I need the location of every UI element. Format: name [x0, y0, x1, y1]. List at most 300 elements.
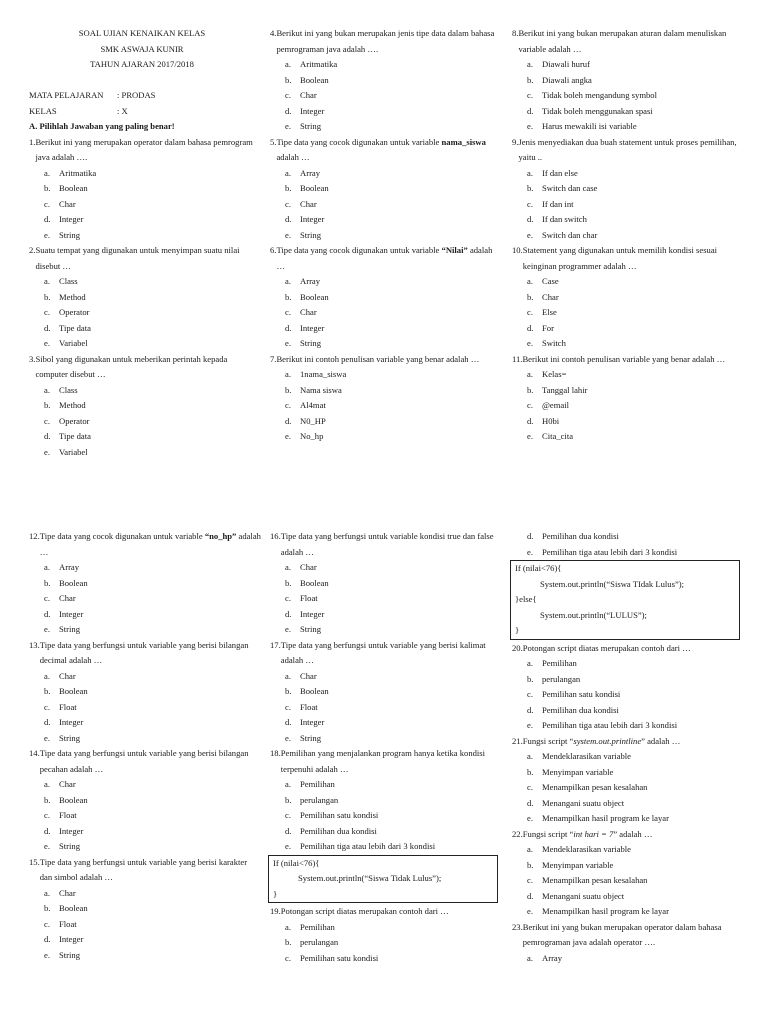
- option-text: 1nama_siswa: [300, 369, 347, 379]
- question-text-part: adalah …: [39, 531, 261, 557]
- subject-value: : PRODAS: [117, 90, 156, 100]
- answer-option: [270, 104, 502, 120]
- question-text: Berikut ini yang bukan merupakan operator dalam bahasa pemrograman java adalah operator ….: [522, 921, 722, 947]
- option-letter: d.: [44, 934, 51, 944]
- option-letter: b.: [44, 183, 51, 193]
- option-letter: c.: [527, 782, 533, 792]
- option-text: Boolean: [300, 74, 329, 85]
- option-letter: a.: [285, 276, 291, 286]
- column-1-top: [29, 26, 261, 460]
- option-letter: b.: [285, 291, 292, 302]
- question-text: Potongan script diatas merupakan contoh dari …: [522, 642, 691, 653]
- question-text: Berikut ini contoh penulisan variable yang benar adalah …: [276, 353, 480, 364]
- question-2: [29, 243, 261, 352]
- answer-option: [29, 321, 261, 337]
- question-text-part: ” adalah …: [613, 828, 653, 839]
- option-text: Diawali huruf: [542, 59, 590, 69]
- option-text: Integer: [59, 825, 84, 836]
- option-text: Harus mewakili isi variable: [542, 121, 637, 131]
- option-text: Diawali angka: [542, 74, 592, 85]
- option-text: Boolean: [59, 794, 88, 805]
- answer-option: [270, 212, 502, 228]
- option-letter: e.: [44, 338, 50, 348]
- answer-option: [29, 700, 261, 716]
- question-text: Tipe data yang berfungsi untuk variable yang berisi bilangan decimal adalah …: [39, 639, 249, 665]
- question-number: 16.: [270, 531, 281, 541]
- question-text: [523, 827, 744, 843]
- option-letter: c.: [44, 307, 50, 317]
- option-letter: d.: [527, 415, 534, 426]
- option-text: String: [59, 732, 81, 743]
- question-4: [270, 26, 502, 135]
- answer-option: [29, 917, 261, 933]
- answer-option: [270, 715, 502, 731]
- answer-option: [270, 622, 502, 638]
- option-letter: b.: [285, 794, 292, 805]
- answer-option: [29, 305, 261, 321]
- answer-option: [512, 73, 744, 89]
- option-text: Menampilkan hasil program ke layar: [542, 813, 669, 823]
- option-letter: a.: [44, 276, 50, 286]
- option-text: Menyimpan variable: [542, 859, 614, 870]
- option-letter: a.: [285, 369, 291, 379]
- option-letter: c.: [527, 307, 533, 317]
- meta-class: [29, 104, 261, 120]
- answer-option: [270, 607, 502, 623]
- question-stem: [512, 827, 744, 843]
- option-text: Integer: [59, 717, 84, 727]
- question-16: [270, 529, 502, 638]
- question-text: Sibol yang digunakan untuk meberikan perintah kepada computer disebut …: [35, 353, 228, 379]
- option-letter: c.: [285, 90, 291, 100]
- option-text: Pemilihan satu kondisi: [542, 689, 621, 699]
- question-15: [29, 855, 261, 964]
- option-letter: c.: [44, 593, 50, 603]
- option-letter: b.: [527, 74, 534, 85]
- option-text: Tidak boleh mengandung symbol: [542, 90, 657, 100]
- option-text: Boolean: [59, 183, 88, 193]
- answer-option: [29, 824, 261, 840]
- option-text: Char: [59, 670, 76, 681]
- question-number: 14.: [29, 748, 40, 758]
- option-letter: a.: [285, 921, 291, 932]
- option-letter: e.: [44, 841, 50, 851]
- question-stem: [270, 243, 502, 274]
- option-text: Pemilihan: [542, 658, 577, 668]
- answer-option: [512, 672, 744, 688]
- option-text: Method: [59, 291, 86, 302]
- answer-option: [512, 88, 744, 104]
- question-stem: [29, 135, 261, 166]
- option-text: Switch dan case: [542, 183, 598, 193]
- answer-option: [29, 808, 261, 824]
- option-letter: a.: [527, 658, 533, 668]
- header-year: TAHUN AJARAN 2017/2018: [90, 59, 194, 69]
- answer-option: [29, 166, 261, 182]
- option-text: Float: [59, 810, 77, 820]
- answer-option: [512, 703, 744, 719]
- option-letter: c.: [527, 689, 533, 699]
- answer-option: [512, 858, 744, 874]
- option-letter: e.: [44, 229, 50, 240]
- option-letter: b.: [44, 291, 51, 302]
- answer-option: [512, 274, 744, 290]
- answer-option: [270, 88, 502, 104]
- question-5: [270, 135, 502, 244]
- question-8: [512, 26, 744, 135]
- question-21: [512, 734, 744, 827]
- option-text: Boolean: [300, 577, 329, 588]
- code-line: System.out.println(“Siswa Tidak Lulus”);: [298, 873, 442, 883]
- option-letter: c.: [527, 198, 533, 209]
- question-text: Berikut ini yang merupakan operator dalam bahasa pemrogram java adalah ….: [35, 136, 253, 162]
- option-letter: d.: [285, 415, 292, 426]
- question-number: 9.: [512, 136, 519, 147]
- option-letter: a.: [44, 384, 50, 395]
- option-letter: e.: [44, 732, 50, 743]
- answer-option: [270, 731, 502, 747]
- question-text: [276, 243, 502, 274]
- option-text: For: [542, 322, 554, 333]
- option-letter: b.: [527, 183, 534, 193]
- question-stem: [270, 26, 502, 57]
- option-letter: d.: [527, 797, 534, 808]
- question-text: [276, 135, 502, 166]
- option-letter: d.: [527, 214, 534, 224]
- question-text-bold: “Nilai”: [441, 245, 468, 255]
- option-text: Boolean: [59, 903, 88, 913]
- option-text: Switch: [542, 338, 566, 348]
- option-text: N0_HP: [300, 415, 326, 426]
- answer-option: [29, 901, 261, 917]
- answer-option: [270, 824, 502, 840]
- code-snippet-2: [510, 560, 740, 640]
- column-2-bottom: [270, 529, 502, 966]
- answer-option: [270, 591, 502, 607]
- question-number: 8.: [512, 28, 519, 38]
- answer-option: [512, 765, 744, 781]
- question-18: [270, 746, 502, 855]
- answer-option: [270, 166, 502, 182]
- question-20: [512, 641, 744, 734]
- option-letter: c.: [44, 810, 50, 820]
- option-text: Integer: [300, 105, 325, 116]
- option-letter: d.: [285, 717, 292, 727]
- answer-option: [270, 920, 502, 936]
- option-text: Operator: [59, 415, 90, 426]
- answer-option: [512, 197, 744, 213]
- code-line: System.out.println(“LULUS”);: [540, 609, 647, 620]
- option-text: Boolean: [300, 686, 329, 696]
- option-text: Char: [300, 90, 317, 100]
- option-letter: d.: [527, 890, 534, 901]
- answer-option: [512, 656, 744, 672]
- question-stem: [29, 638, 261, 669]
- question-7: [270, 352, 502, 445]
- option-letter: d.: [44, 825, 51, 836]
- answer-option: [270, 576, 502, 592]
- option-letter: a.: [285, 779, 291, 789]
- option-text: Tipe data: [59, 322, 91, 333]
- subject-label: MATA PELAJARAN: [29, 90, 104, 100]
- answer-option: [29, 607, 261, 623]
- answer-option: [512, 873, 744, 889]
- option-text: Pemilihan dua kondisi: [300, 825, 377, 836]
- answer-option: [512, 687, 744, 703]
- option-text: Float: [300, 701, 318, 712]
- answer-option: [512, 429, 744, 445]
- answer-option: [270, 305, 502, 321]
- question-19: [270, 904, 502, 966]
- answer-option: [270, 181, 502, 197]
- option-text: Menyimpan variable: [542, 766, 614, 777]
- question-text: Tipe data yang berfungsi untuk variable yang berisi kalimat adalah …: [280, 639, 486, 665]
- question-6: [270, 243, 502, 352]
- column-3-top: [512, 26, 744, 445]
- option-text: String: [59, 624, 81, 634]
- question-stem: [512, 641, 744, 657]
- question-stem: [270, 904, 502, 920]
- option-text: String: [300, 624, 322, 634]
- option-text: String: [300, 732, 322, 743]
- question-text-part: adalah …: [276, 245, 493, 271]
- answer-option: [270, 414, 502, 430]
- answer-option: [512, 305, 744, 321]
- option-letter: d.: [285, 214, 292, 224]
- option-letter: c.: [527, 875, 533, 885]
- answer-option: [29, 414, 261, 430]
- question-text-part: Tipe data yang cocok digunakan untuk variable: [276, 136, 442, 147]
- answer-option: [29, 290, 261, 306]
- answer-option: [270, 73, 502, 89]
- question-stem: [270, 135, 502, 166]
- question-22: [512, 827, 744, 920]
- option-text: Tidak boleh menggunakan spasi: [542, 105, 653, 116]
- option-letter: a.: [285, 59, 291, 69]
- option-letter: a.: [527, 952, 533, 963]
- option-text: Mendeklarasikan variable: [542, 844, 632, 854]
- column-1-bottom: [29, 529, 261, 963]
- answer-option: [512, 336, 744, 352]
- answer-option: [512, 842, 744, 858]
- question-text: Tipe data yang berfungsi untuk variable kondisi true dan false adalah …: [280, 531, 494, 557]
- option-text: Char: [300, 670, 317, 681]
- option-letter: c.: [285, 307, 291, 317]
- option-letter: d.: [44, 322, 51, 333]
- answer-option: [29, 731, 261, 747]
- option-text: Pemilihan satu kondisi: [300, 952, 379, 963]
- option-text: Integer: [59, 608, 84, 619]
- option-text: Variabel: [59, 446, 88, 457]
- option-text: Integer: [300, 214, 325, 224]
- option-letter: e.: [527, 121, 533, 131]
- answer-option: [270, 336, 502, 352]
- question-text-part: Fungsi script “: [522, 735, 574, 746]
- question-number: 13.: [29, 639, 40, 650]
- option-letter: c.: [44, 701, 50, 712]
- option-letter: d.: [285, 608, 292, 619]
- option-letter: c.: [44, 415, 50, 426]
- option-text: Integer: [59, 934, 84, 944]
- option-letter: d.: [285, 105, 292, 116]
- answer-option: [512, 290, 744, 306]
- option-text: Operator: [59, 307, 90, 317]
- option-letter: b.: [285, 183, 292, 193]
- answer-option: [512, 383, 744, 399]
- answer-option: [512, 119, 744, 135]
- option-text: Array: [542, 952, 563, 963]
- question-text: [523, 734, 744, 750]
- question-text: Pemilihan yang menjalankan program hanya ketika kondisi terpenuhi adalah …: [280, 748, 486, 774]
- question-number: 5.: [270, 136, 277, 147]
- option-text: Integer: [300, 717, 325, 727]
- option-text: Char: [59, 779, 76, 789]
- option-text: Array: [300, 276, 321, 286]
- option-letter: e.: [527, 229, 533, 240]
- question-17: [270, 638, 502, 747]
- option-letter: a.: [285, 670, 291, 681]
- question-stem: [29, 529, 261, 560]
- question-stem: [512, 26, 744, 57]
- answer-option: [270, 700, 502, 716]
- answer-option: [29, 886, 261, 902]
- answer-option: [512, 529, 744, 545]
- answer-option: [270, 398, 502, 414]
- column-2-top: [270, 26, 502, 445]
- option-letter: e.: [527, 720, 533, 730]
- option-text: Integer: [300, 608, 325, 619]
- option-letter: a.: [44, 167, 50, 178]
- question-number: 18.: [270, 748, 281, 758]
- option-text: Menangani suatu object: [542, 797, 625, 808]
- option-text: String: [300, 229, 322, 240]
- option-letter: e.: [527, 546, 533, 557]
- answer-option: [29, 197, 261, 213]
- answer-option: [29, 715, 261, 731]
- option-text: Char: [59, 198, 76, 209]
- option-text: Tanggal lahir: [542, 384, 588, 395]
- question-number: 21.: [512, 735, 523, 746]
- option-text: Menampilkan hasil program ke layar: [542, 906, 669, 916]
- answer-option: [512, 904, 744, 920]
- option-letter: b.: [527, 291, 534, 302]
- code-line: If (nilai<76){: [273, 857, 320, 868]
- question-19-continued: [512, 529, 744, 560]
- question-stem: [29, 855, 261, 886]
- answer-option: [512, 321, 744, 337]
- question-text-part: adalah …: [276, 152, 310, 162]
- answer-option: [512, 228, 744, 244]
- answer-option: [512, 889, 744, 905]
- question-number: 17.: [270, 639, 281, 650]
- answer-option: [29, 445, 261, 461]
- question-9: [512, 135, 744, 244]
- answer-option: [29, 777, 261, 793]
- option-text: Boolean: [300, 183, 329, 193]
- answer-option: [512, 398, 744, 414]
- option-letter: c.: [285, 593, 291, 603]
- answer-option: [29, 336, 261, 352]
- option-letter: c.: [285, 400, 291, 410]
- option-text: Pemilihan dua kondisi: [542, 704, 619, 715]
- option-letter: e.: [527, 338, 533, 348]
- question-stem: [29, 746, 261, 777]
- answer-option: [29, 560, 261, 576]
- option-letter: a.: [527, 844, 533, 854]
- option-text: Char: [542, 291, 559, 302]
- question-stem: [512, 734, 744, 750]
- option-text: Aritmatika: [59, 167, 97, 178]
- option-letter: a.: [44, 562, 50, 572]
- option-text: Menampilkan pesan kesalahan: [542, 875, 648, 885]
- option-text: Pemilihan satu kondisi: [300, 810, 379, 820]
- option-letter: e.: [44, 446, 50, 457]
- question-text-part: Tipe data yang cocok digunakan untuk variable: [39, 531, 205, 541]
- option-text: Cita_cita: [542, 431, 574, 441]
- option-letter: e.: [44, 949, 50, 960]
- answer-option: [29, 429, 261, 445]
- question-text-italic: system.out.printline: [573, 735, 642, 746]
- option-text: Float: [300, 593, 318, 603]
- question-text-part: Tipe data yang cocok digunakan untuk variable: [276, 245, 442, 255]
- question-text-bold: “no_hp”: [204, 531, 237, 541]
- answer-option: [270, 57, 502, 73]
- option-letter: e.: [285, 841, 291, 851]
- question-text: Tipe data yang berfungsi untuk variable yang berisi karakter dan simbol adalah …: [39, 856, 248, 882]
- code-snippet-1: [268, 855, 498, 904]
- code-line: }else{: [515, 594, 537, 604]
- question-stem: [512, 135, 744, 166]
- option-text: @email: [542, 400, 570, 410]
- question-stem: [270, 638, 502, 669]
- option-text: perulangan: [300, 937, 339, 947]
- question-11: [512, 352, 744, 445]
- header-school: SMK ASWAJA KUNIR: [100, 43, 184, 54]
- option-text: Pemilihan: [300, 779, 335, 789]
- answer-option: [29, 622, 261, 638]
- option-letter: d.: [44, 431, 51, 441]
- question-number: 4.: [270, 28, 277, 38]
- option-text: Boolean: [59, 686, 88, 696]
- answer-option: [512, 545, 744, 561]
- option-letter: b.: [527, 859, 534, 870]
- answer-option: [270, 367, 502, 383]
- question-3: [29, 352, 261, 461]
- option-text: Boolean: [59, 577, 88, 588]
- question-text: [40, 529, 261, 560]
- option-letter: b.: [44, 794, 51, 805]
- option-text: Integer: [300, 322, 325, 333]
- question-text-part: Fungsi script “: [522, 828, 574, 839]
- option-text: String: [300, 338, 322, 348]
- option-text: Kelas=: [542, 369, 567, 379]
- option-text: perulangan: [542, 673, 581, 684]
- class-label: KELAS: [29, 105, 57, 116]
- option-text: Pemilihan: [300, 921, 335, 932]
- option-letter: c.: [285, 952, 291, 963]
- option-text: Boolean: [300, 291, 329, 302]
- option-letter: e.: [285, 229, 291, 240]
- option-text: Mendeklarasikan variable: [542, 751, 632, 761]
- answer-option: [29, 576, 261, 592]
- answer-option: [270, 839, 502, 855]
- answer-option: [512, 212, 744, 228]
- answer-option: [512, 951, 744, 967]
- option-letter: d.: [285, 825, 292, 836]
- option-text: Char: [300, 562, 317, 572]
- option-letter: b.: [285, 74, 292, 85]
- option-letter: d.: [285, 322, 292, 333]
